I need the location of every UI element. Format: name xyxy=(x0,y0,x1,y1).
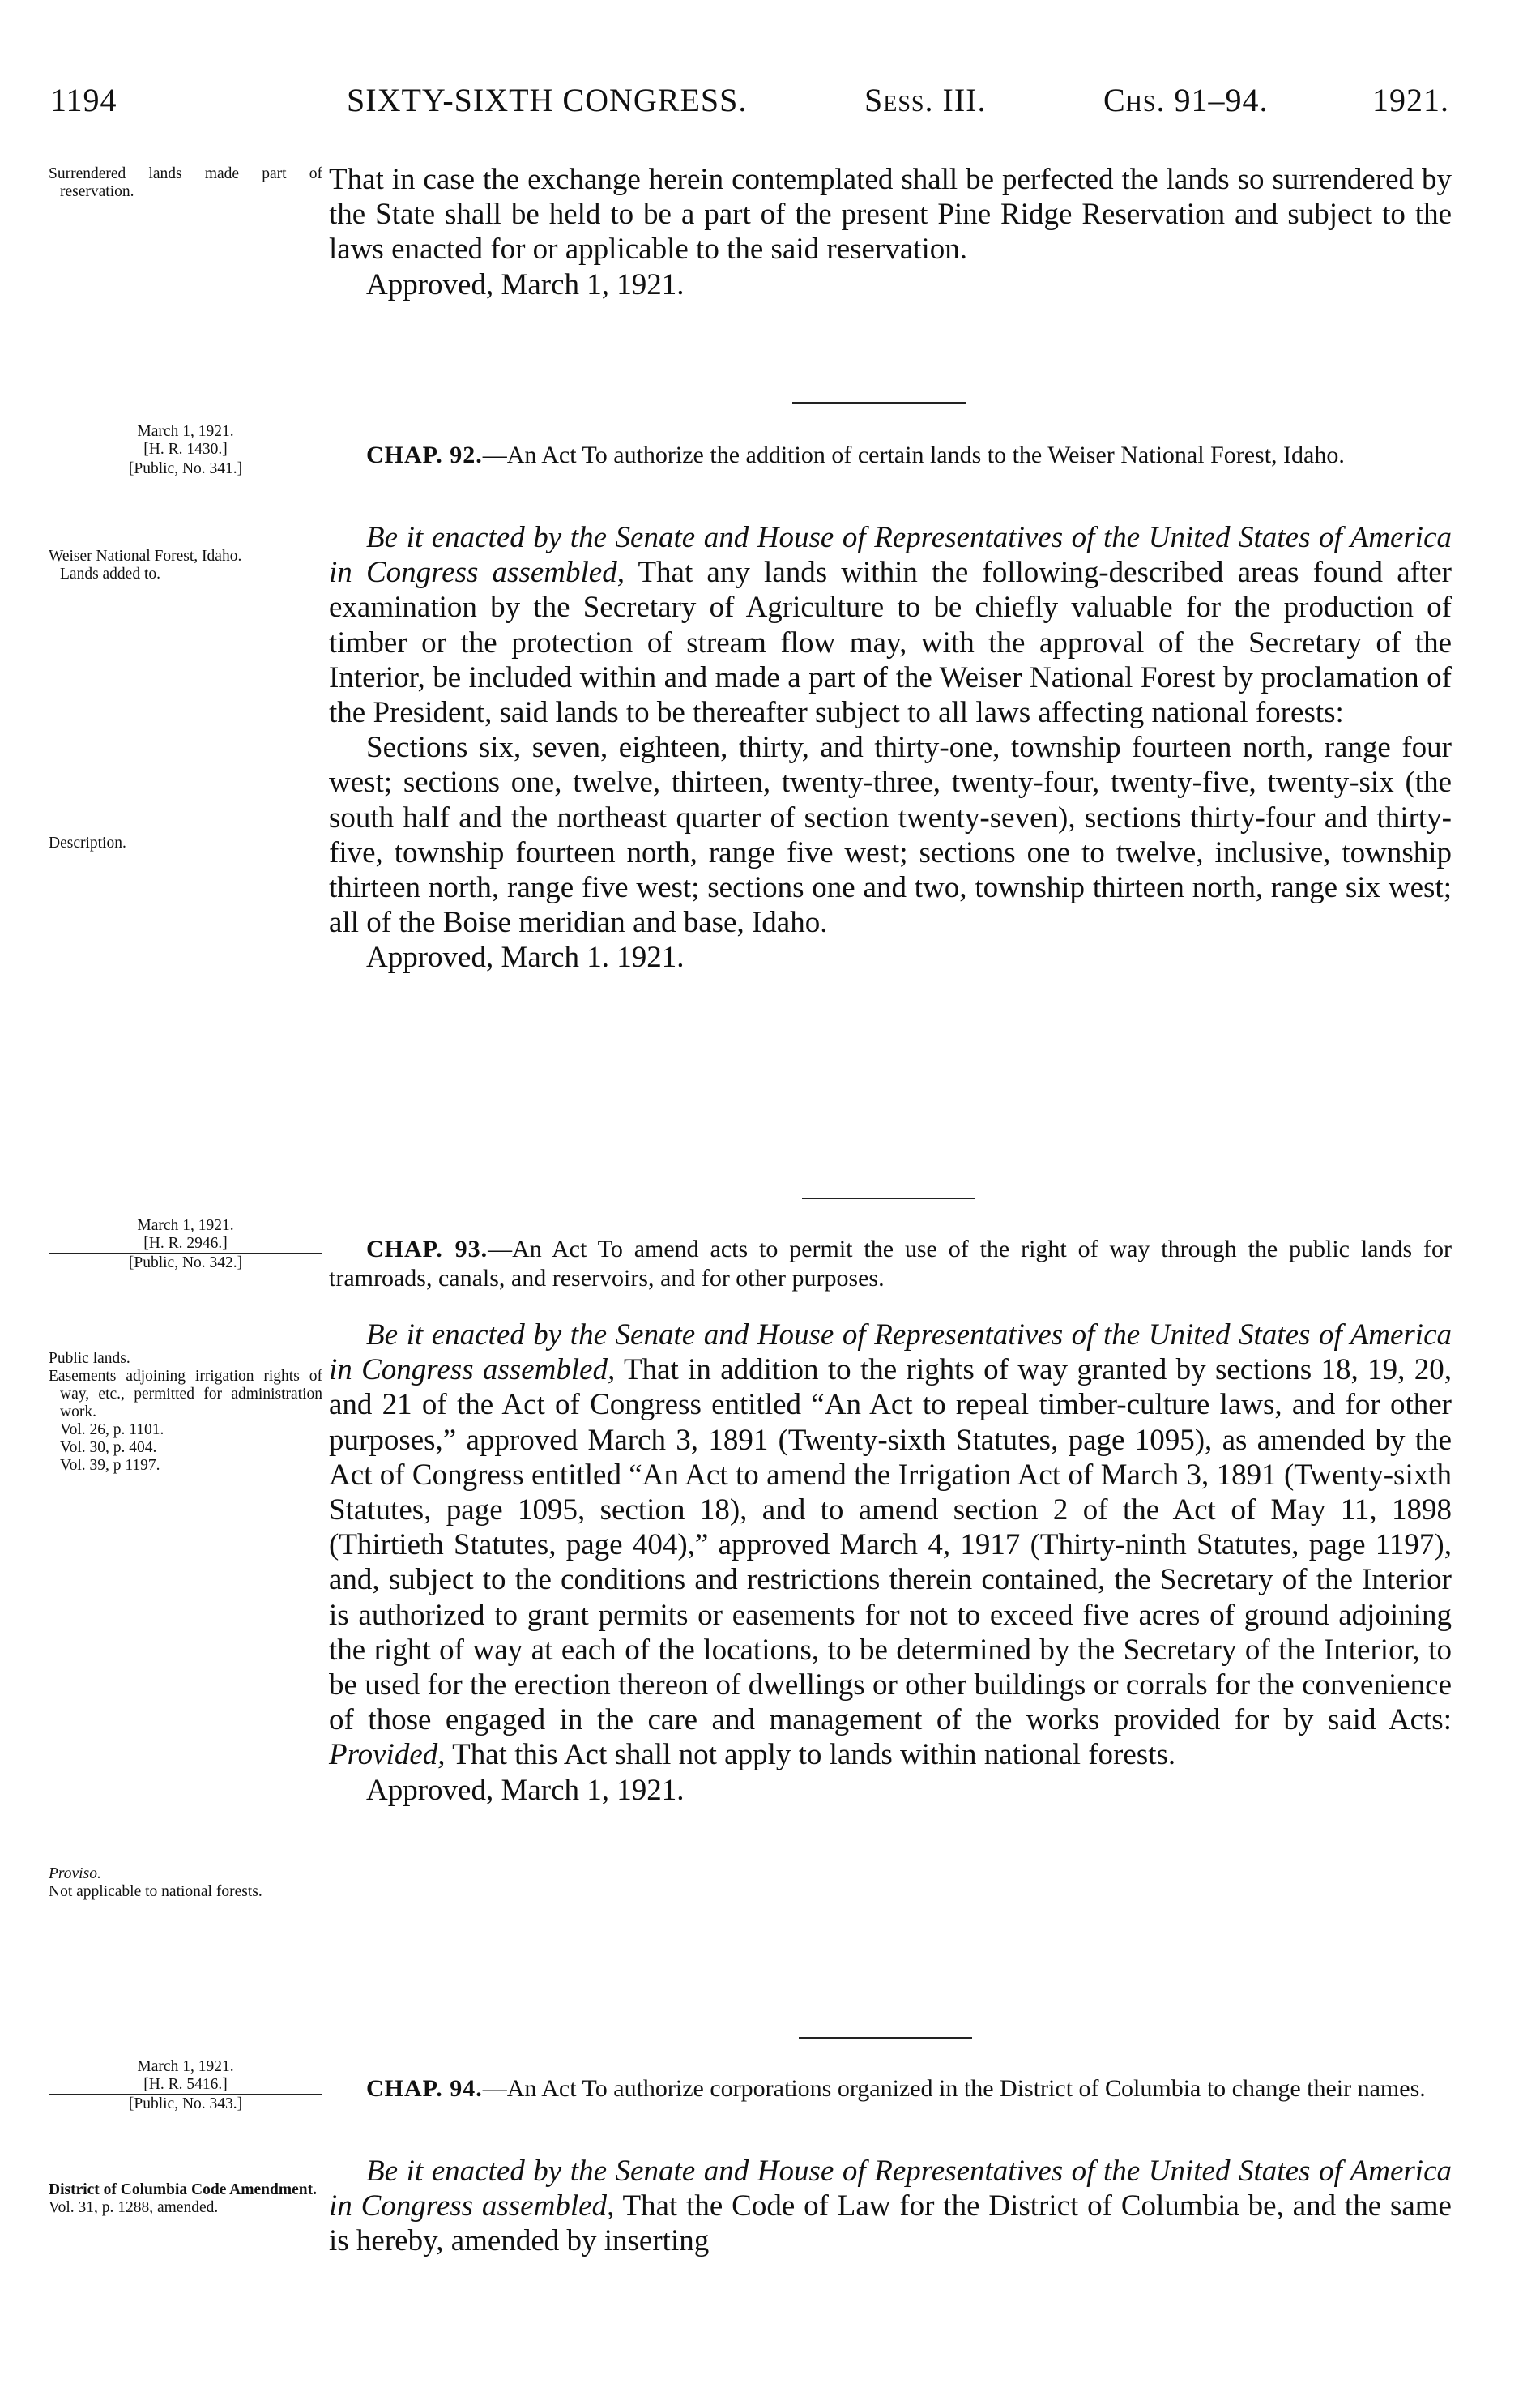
chapters-label: Chs. 91–94. xyxy=(1103,82,1269,118)
chap92-text: That any lands within the following-described areas found after examination by the Secretary of Agriculture to be chiefly valuable for the production of timber or the protection of stream flow may, with the approval of the Secretary of the Interior, be included within and made a part of the Weiser National Forest by proclamation of the President, said lands to be thereafter subject to all laws affecting national forests: xyxy=(329,556,1452,730)
note-vol39: Vol. 39, p 1197. xyxy=(60,1457,160,1474)
chap92-number: CHAP. 92. xyxy=(366,442,483,468)
session-label: Sess. III. xyxy=(864,82,987,118)
chap92-sidenote xyxy=(49,423,322,478)
section-divider xyxy=(799,2037,972,2039)
chap92-body xyxy=(329,520,1452,976)
running-header xyxy=(50,81,1449,133)
chap93-margin-notes xyxy=(49,1350,322,1475)
margin-note-surrendered-lands: Surrendered lands made part of reservation. xyxy=(49,165,322,200)
chap94-date: March 1, 1921. xyxy=(137,2058,234,2075)
note-easements: Easements adjoining irrigation rights of way, etc., permitted for administration work. xyxy=(49,1368,322,1420)
chap93-sidenote xyxy=(49,1217,322,1272)
chap93-bill: [H. R. 2946.] xyxy=(143,1235,228,1252)
note-weiser-forest: Weiser National Forest, Idaho. xyxy=(49,548,242,565)
chap93-proviso-notes xyxy=(49,1865,322,1901)
chap94-enacting-clause: Be it enacted by the Senate and House of Representatives of the United States of America in Congress assembled, xyxy=(329,2155,1452,2223)
chap94-sidenote xyxy=(49,2058,322,2113)
chap93-text-b: That this Act shall not apply to lands within national forests. xyxy=(445,1738,1176,1772)
chap93-title: —An Act To amend acts to permit the use of the right of way through the public lands for tramroads, canals, and reservoirs, and for other purposes. xyxy=(329,1236,1452,1292)
note-lands-added: Lands added to. xyxy=(60,566,161,583)
note-dc-code: District of Columbia Code Amendment. xyxy=(49,2181,317,2198)
note-proviso: Proviso. xyxy=(49,1865,101,1882)
chap93-date: March 1, 1921. xyxy=(137,1217,234,1234)
continuation-text: That in case the exchange herein contemplated shall be perfected the lands so surrendered by the State shall be held to be a part of the present Pine Ridge Reservation and subject to the laws enacted for or applicable to the said reservation. xyxy=(329,163,1452,267)
chap93-approved: Approved, March 1, 1921. xyxy=(366,1773,685,1807)
section-divider xyxy=(792,402,966,404)
chap92-enacting-clause: Be it enacted by the Senate and House of Representatives of the United States of America in Congress assembled, xyxy=(329,521,1452,590)
chap92-heading xyxy=(329,441,1452,470)
chap94-title: —An Act To authorize corporations organized in the District of Columbia to change their names. xyxy=(482,2075,1426,2102)
chap92-public: [Public, No. 341.] xyxy=(49,459,322,478)
chap94-body xyxy=(329,2154,1452,2259)
chap93-number: CHAP. 93. xyxy=(366,1236,488,1262)
chap92-approved: Approved, March 1. 1921. xyxy=(366,941,685,975)
note-vol31: Vol. 31, p. 1288, amended. xyxy=(49,2199,219,2216)
chap94-public: [Public, No. 343.] xyxy=(49,2094,322,2113)
chap93-provided: Provided, xyxy=(329,1738,446,1772)
chap92-date: March 1, 1921. xyxy=(137,423,234,440)
chap94-heading xyxy=(329,2074,1452,2103)
note-public-lands: Public lands. xyxy=(49,1350,130,1367)
chap94-number: CHAP. 94. xyxy=(366,2075,483,2102)
continuation-section xyxy=(329,162,1452,302)
chap93-enacting-clause: Be it enacted by the Senate and House of Representatives of the United States of America in Congress assembled, xyxy=(329,1318,1452,1387)
note-vol26: Vol. 26, p. 1101. xyxy=(60,1421,164,1438)
section-divider xyxy=(802,1198,975,1199)
chap94-margin-notes xyxy=(49,2181,322,2217)
page-number: 1194 xyxy=(50,82,117,118)
chap93-public: [Public, No. 342.] xyxy=(49,1253,322,1272)
note-not-applicable: Not applicable to national forests. xyxy=(49,1883,262,1900)
chap94-bill: [H. R. 5416.] xyxy=(143,2076,228,2093)
congress-title: SIXTY-SIXTH CONGRESS. xyxy=(347,82,748,118)
chap92-description: Sections six, seven, eighteen, thirty, and thirty-one, township fourteen north, range four west; sections one, twelve, thirteen, twenty-three, twenty-four, twenty-five, twenty-six (the south half and the northeast quarter of section twenty-seven), sections thirty-four and thirty-five, township fourteen north, range five west; sections one to twelve, inclusive, township thirteen north, range five west; sections one and two, township thirteen north, range six west; all of the Boise meridian and base, Idaho. xyxy=(329,731,1452,940)
chap94-text: That the Code of Law for the District of Columbia be, and the same is hereby, amended by inserting xyxy=(329,2189,1452,2258)
chap92-title: —An Act To authorize the addition of certain lands to the Weiser National Forest, Idaho. xyxy=(482,442,1345,468)
note-description: Description. xyxy=(49,835,126,852)
chap93-text-a: That in addition to the rights of way granted by sections 18, 19, 20, and 21 of the Act of Congress entitled “An Act to repeal timber-culture laws, and for other purposes,” approved March 3, 1891 (Twenty-sixth Statutes, page 1095), as amended by the Act of Congress entitled “An Act to amend the Irrigation Act of March 3, 1891 (Twenty-sixth Statutes, page 1095, section 18), and to amend section 2 of the Act of May 11, 1898 (Thirtieth Statutes, page 404),” approved March 4, 1917 (Thirty-ninth Statutes, page 1197), and, subject to the conditions and restrictions therein contained, the Secretary of the Interior is authorized to grant permits or easements for not to exceed five acres of ground adjoining the right of way at each of the locations, to be determined by the Secretary of the Interior, to be used for the erection thereon of dwellings or other buildings or corrals for the convenience of those engaged in the care and management of the works provided for by said Acts: xyxy=(329,1353,1452,1737)
header-year: 1921. xyxy=(1372,82,1449,118)
chap92-bill: [H. R. 1430.] xyxy=(143,441,228,458)
chap93-heading xyxy=(329,1235,1452,1293)
chap93-body xyxy=(329,1318,1452,1808)
chap92-margin-notes xyxy=(49,548,322,583)
continuation-approved: Approved, March 1, 1921. xyxy=(366,267,685,301)
note-vol30: Vol. 30, p. 404. xyxy=(60,1439,157,1456)
